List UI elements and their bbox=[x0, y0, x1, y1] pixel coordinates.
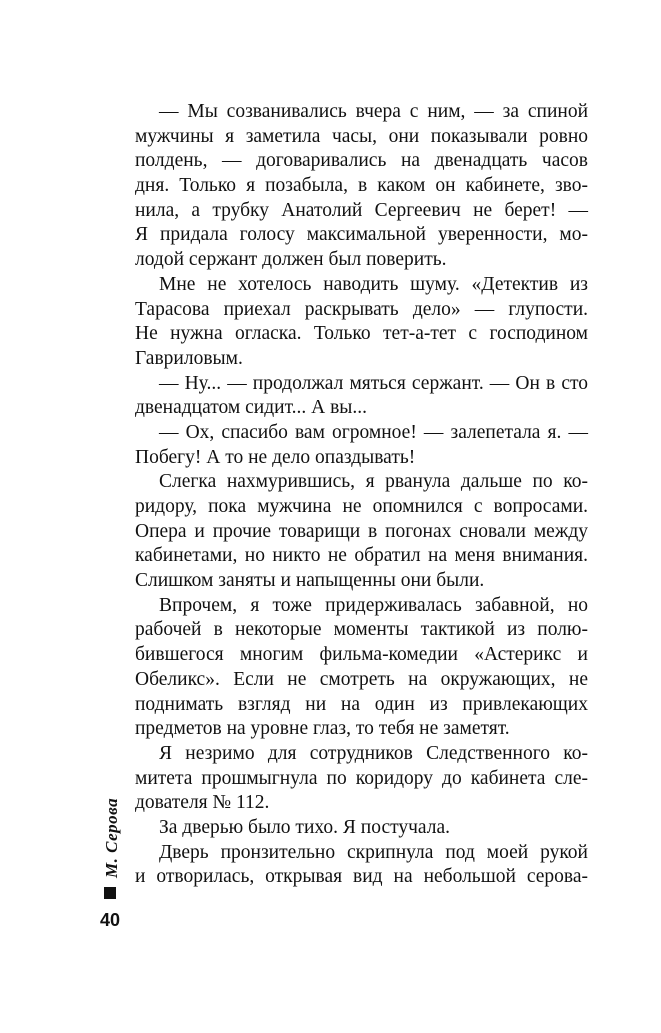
text-line: Впрочем, я тоже придерживалась забавной, но bbox=[159, 594, 588, 616]
text-line: лодой сержант должен был поверить. bbox=[135, 249, 447, 271]
text-line: Обеликс». Если не смотреть на окружающих, не bbox=[135, 668, 588, 690]
page-number: 40 bbox=[100, 910, 121, 930]
text-line: Я придала голосу максимальной уверенности, мо- bbox=[135, 224, 588, 246]
text-line: Побегу! А то не дело опаздывать! bbox=[135, 446, 416, 468]
text-line: Мне не хотелось наводить шуму. «Детектив из bbox=[159, 273, 588, 295]
text-line: ридору, пока мужчина не опомнился с вопросами. bbox=[135, 496, 588, 517]
text-line: Гавриловым. bbox=[135, 347, 243, 369]
text-line: дня. Только я позабыла, в каком он кабинете, зво- bbox=[135, 175, 588, 197]
text-line: дователя № 112. bbox=[135, 792, 270, 814]
text-line: Опера и прочие товарищи в погонах сновали между bbox=[135, 520, 588, 542]
text-line: и отворилась, открывая вид на небольшой серова- bbox=[135, 866, 588, 888]
text-line: рабочей в некоторые моменты тактикой из полю- bbox=[135, 619, 588, 641]
text-line: Я незримо для сотрудников Следственного ко- bbox=[159, 742, 588, 764]
text-line: поднимать взгляд ни на один из привлекающих bbox=[135, 693, 588, 715]
running-head-square-marker bbox=[104, 887, 116, 899]
text-line: мужчины я заметила часы, они показывали ровно bbox=[135, 125, 588, 147]
running-head-author: М. Серова bbox=[102, 797, 121, 878]
text-line: нила, а трубку Анатолий Сергеевич не берет! — bbox=[135, 199, 588, 221]
text-line: Слишком заняты и напыщенны они были. bbox=[135, 570, 485, 592]
text-line: Слегка нахмурившись, я рванула дальше по ко- bbox=[159, 471, 588, 493]
text-line: кабинетами, но никто не обратил на меня внимания. bbox=[135, 545, 588, 567]
text-line: двенадцатом сидит... А вы... bbox=[135, 397, 368, 419]
text-line: митета прошмыгнула по коридору до кабинета сле- bbox=[135, 767, 588, 789]
text-line: предметов на уровне глаз, то тебя не заметят. bbox=[135, 718, 510, 740]
text-line: За дверью было тихо. Я постучала. bbox=[159, 816, 451, 838]
text-line: Не нужна огласка. Только тет-а-тет с господином bbox=[135, 323, 588, 345]
text-line: бившегося многим фильма-комедии «Астерикс и bbox=[135, 644, 588, 666]
text-line: — Ну... — продолжал мяться сержант. — Он в сто bbox=[159, 372, 588, 394]
text-line: Тарасова приехал раскрывать дело» — глупости. bbox=[135, 298, 588, 320]
text-line: полдень, — договаривались на двенадцать часов bbox=[135, 150, 588, 172]
text-line: — Ох, спасибо вам огромное! — залепетала я. — bbox=[159, 421, 588, 443]
text-line: Дверь пронзительно скрипнула под моей рукой bbox=[159, 841, 588, 863]
body-text bbox=[135, 100, 588, 890]
text-line: — Мы созванивались вчера с ним, — за спиной bbox=[159, 101, 588, 122]
